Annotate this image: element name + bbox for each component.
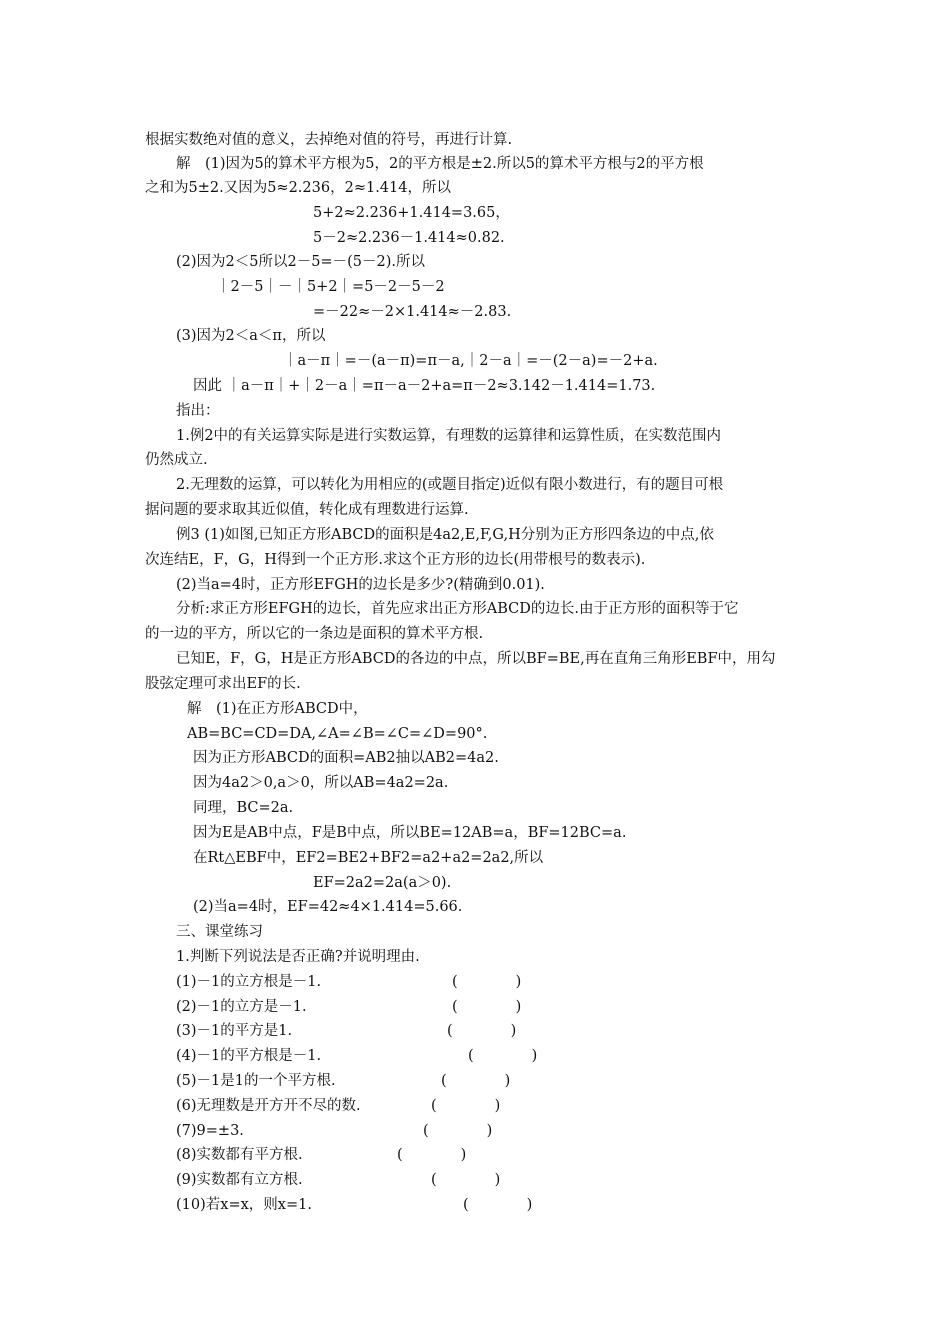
exercise-prompt: 1.判断下列说法是否正确?并说明理由. bbox=[176, 949, 420, 965]
text-line: 1.例2中的有关运算实际是进行实数运算，有理数的运算律和运算性质，在实数范围内 bbox=[176, 428, 722, 444]
exercise-item: (3)－1的平方是1. bbox=[176, 1023, 293, 1039]
formula-line: (2)当a=4时，EF=42≈4×1.414=5.66. bbox=[193, 899, 463, 915]
text-line: (2)当a=4时，正方形EFGH的边长是多少?(精确到0.01). bbox=[176, 577, 545, 593]
text-line: (2)因为2＜5所以2－5=－(5－2).所以 bbox=[176, 254, 425, 270]
exercise-item: (2)－1的立方是－1. bbox=[176, 999, 307, 1015]
formula-line: 因为E是AB中点，F是B中点，所以BE=12AB=a，BF=12BC=a. bbox=[193, 825, 627, 841]
exercise-item: (1)－1的立方根是－1. bbox=[176, 974, 322, 990]
text-line: 解 (1)在正方形ABCD中， bbox=[187, 701, 368, 717]
formula-line: 5+2≈2.236+1.414=3.65， bbox=[313, 205, 510, 221]
text-line: 解 (1)因为5的算术平方根为5，2的平方根是±2.所以5的算术平方根与2的平方根 bbox=[176, 156, 704, 172]
text-line: 仍然成立. bbox=[145, 452, 208, 468]
text-line: 的一边的平方，所以它的一条边是面积的算术平方根. bbox=[145, 626, 484, 642]
section-heading: 三、课堂练习 bbox=[176, 924, 263, 940]
exercise-item: (7)9=±3. bbox=[176, 1123, 244, 1139]
answer-blank[interactable]: ( ) bbox=[431, 1098, 501, 1114]
formula-line: =－22≈－2×1.414≈－2.83. bbox=[313, 304, 512, 320]
answer-blank[interactable]: ( ) bbox=[452, 974, 522, 990]
text-line: 之和为5±2.又因为5≈2.236，2≈1.414，所以 bbox=[145, 180, 451, 196]
text-line: 2.无理数的运算，可以转化为用相应的(或题目指定)近似有限小数进行，有的题目可根 bbox=[176, 477, 724, 493]
exercise-item: (9)实数都有立方根. bbox=[176, 1172, 303, 1188]
exercise-item: (4)－1的平方根是－1. bbox=[176, 1048, 322, 1064]
formula-line: 因为正方形ABCD的面积=AB2抽以AB2=4a2. bbox=[193, 750, 499, 766]
answer-blank[interactable]: ( ) bbox=[452, 999, 522, 1015]
text-line: 例3 (1)如图,已知正方形ABCD的面积是4a2,E,F,G,H分别为正方形四条边的中点,依 bbox=[176, 527, 714, 543]
text-line: 股弦定理可求出EF的长. bbox=[145, 676, 301, 692]
formula-line: 在Rt△EBF中，EF2=BE2+BF2=a2+a2=2a2,所以 bbox=[193, 850, 544, 866]
text-line: 据问题的要求取其近似值，转化成有理数进行运算. bbox=[145, 502, 469, 518]
text-line: 次连结E，F，G，H得到一个正方形.求这个正方形的边长(用带根号的数表示). bbox=[145, 552, 646, 568]
answer-blank[interactable]: ( ) bbox=[441, 1073, 511, 1089]
formula-line: 5－2≈2.236－1.414≈0.82. bbox=[313, 230, 505, 246]
exercise-item: (10)若x=x，则x=1. bbox=[176, 1197, 312, 1213]
answer-blank[interactable]: ( ) bbox=[463, 1197, 533, 1213]
text-line: 已知E，F，G，H是正方形ABCD的各边的中点，所以BF=BE,再在直角三角形EBF中，用勾 bbox=[176, 651, 776, 667]
formula-line: ｜a－π｜=－(a－π)=π－a,｜2－a｜=－(2－a)=－2+a. bbox=[283, 353, 658, 369]
formula-line: EF=2a2=2a(a＞0). bbox=[313, 875, 452, 891]
formula-line: 因此 ｜a－π｜+｜2－a｜=π－a－2+a=π－2≈3.142－1.414=1.73. bbox=[193, 378, 656, 394]
answer-blank[interactable]: ( ) bbox=[468, 1048, 538, 1064]
formula-line: 同理，BC=2a. bbox=[193, 800, 294, 816]
exercise-item: (5)－1是1的一个平方根. bbox=[176, 1073, 336, 1089]
formula-line: 因为4a2＞0,a＞0，所以AB=4a2=2a. bbox=[193, 775, 449, 791]
exercise-item: (8)实数都有平方根. bbox=[176, 1147, 303, 1163]
answer-blank[interactable]: ( ) bbox=[423, 1123, 493, 1139]
section-heading: 指出： bbox=[176, 403, 220, 419]
answer-blank[interactable]: ( ) bbox=[447, 1023, 517, 1039]
formula-line: AB=BC=CD=DA,∠A=∠B=∠C=∠D=90°. bbox=[187, 726, 488, 742]
text-line: 分析:求正方形EFGH的边长，首先应求出正方形ABCD的边长.由于正方形的面积等于它 bbox=[176, 601, 739, 617]
exercise-item: (6)无理数是开方开不尽的数. bbox=[176, 1098, 361, 1114]
text-line: 根据实数绝对值的意义，去掉绝对值的符号，再进行计算. bbox=[145, 132, 513, 148]
answer-blank[interactable]: ( ) bbox=[397, 1147, 467, 1163]
answer-blank[interactable]: ( ) bbox=[431, 1172, 501, 1188]
formula-line: ｜2－5｜－｜5+2｜=5－2－5－2 bbox=[216, 279, 445, 295]
text-line: (3)因为2＜a＜π，所以 bbox=[176, 328, 326, 344]
